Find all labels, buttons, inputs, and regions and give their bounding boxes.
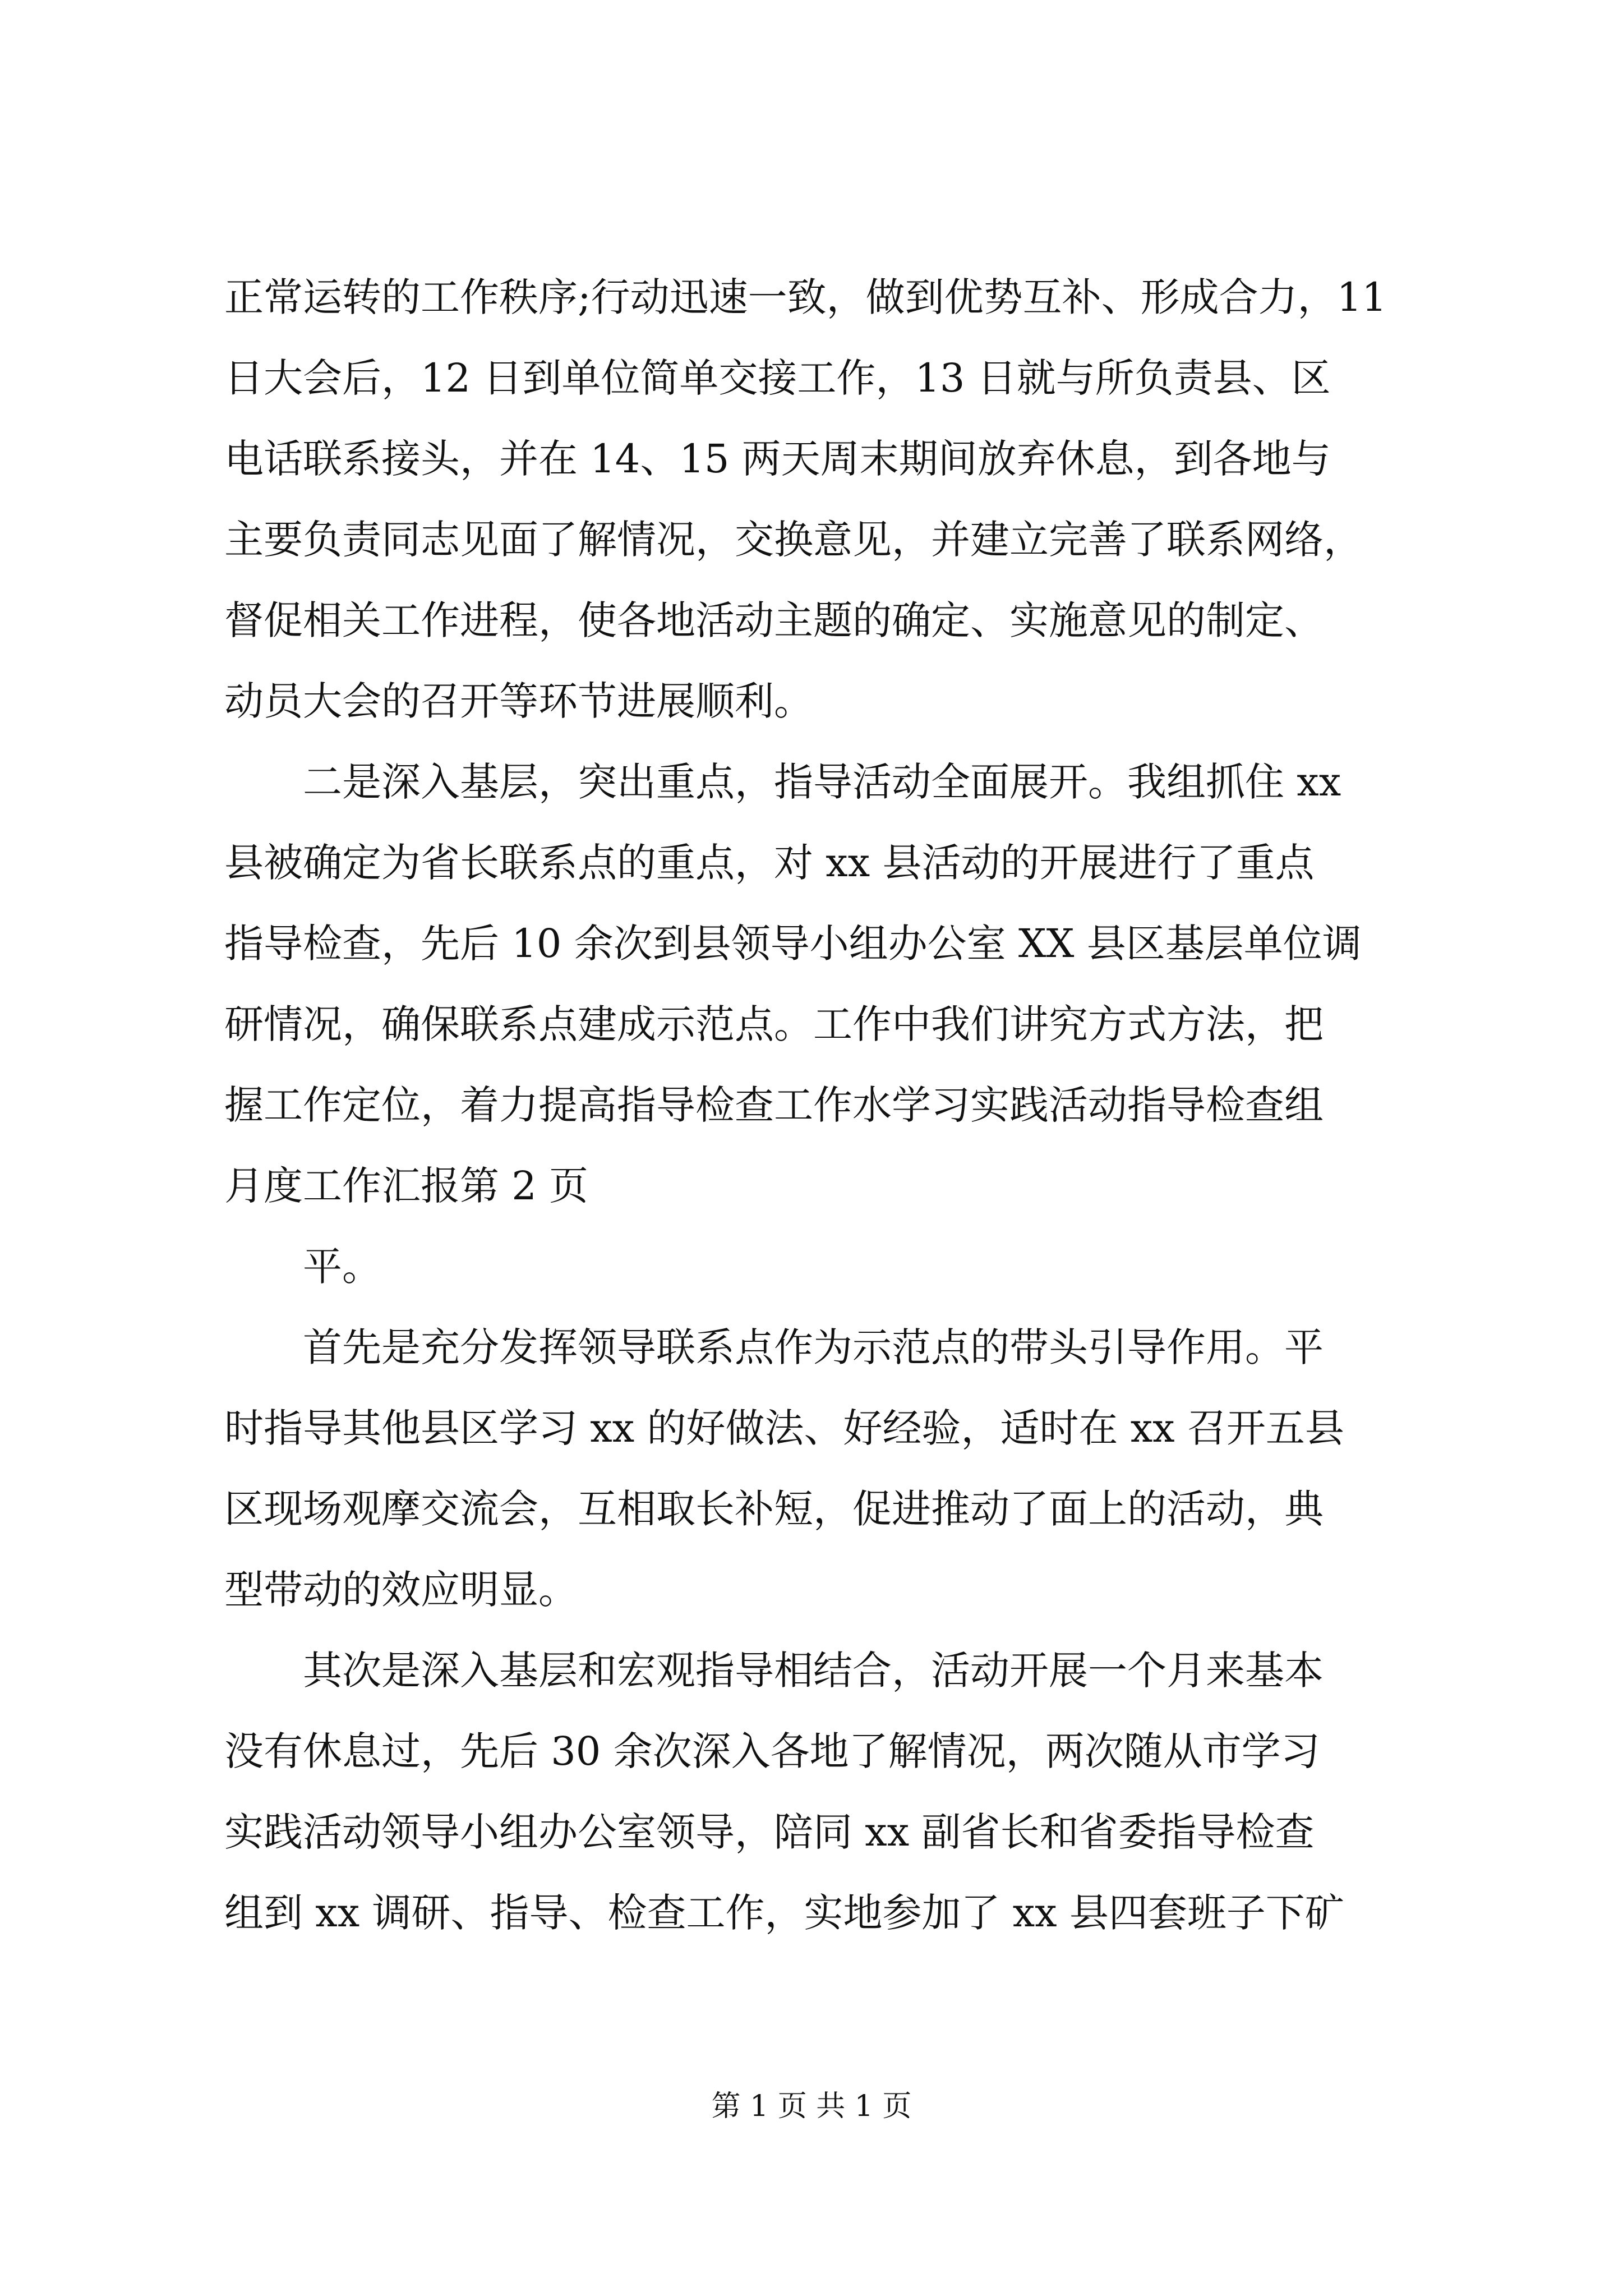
- paragraph-start-line: 首先是充分发挥领导联系点作为示范点的带头引导作用。平: [303, 1324, 1324, 1370]
- text-line: 电话联系接头，并在 14、15 两天周末期间放弃休息，到各地与: [224, 436, 1331, 482]
- page-footer: 第 1 页 共 1 页: [711, 2090, 912, 2123]
- text-line: 握工作定位，着力提高指导检查工作水学习实践活动指导检查组: [224, 1082, 1324, 1128]
- text-line: 督促相关工作进程，使各地活动主题的确定、实施意见的制定、: [224, 597, 1324, 643]
- paragraph-start-line: 平。: [303, 1244, 381, 1290]
- text-line: 正常运转的工作秩序;行动迅速一致，做到优势互补、形成合力，11: [224, 274, 1387, 320]
- text-line: 组到 xx 调研、指导、检查工作，实地参加了 xx 县四套班子下矿: [224, 1890, 1344, 1936]
- paragraph-start-line: 其次是深入基层和宏观指导相结合，活动开展一个月来基本: [303, 1648, 1324, 1694]
- text-line: 研情况，确保联系点建成示范点。工作中我们讲究方式方法，把: [224, 1001, 1324, 1047]
- text-line: 日大会后，12 日到单位简单交接工作，13 日就与所负责县、区: [224, 355, 1331, 401]
- text-line: 区现场观摩交流会，互相取长补短，促进推动了面上的活动，典: [224, 1486, 1324, 1532]
- text-line: 主要负责同志见面了解情况，交换意见，并建立完善了联系网络，: [224, 517, 1363, 563]
- text-line: 指导检查，先后 10 余次到县领导小组办公室 XX 县区基层单位调: [224, 921, 1362, 967]
- text-line: 时指导其他县区学习 xx 的好做法、好经验，适时在 xx 召开五县: [224, 1405, 1344, 1451]
- text-line: 县被确定为省长联系点的重点，对 xx 县活动的开展进行了重点: [224, 840, 1315, 886]
- document-body: [224, 257, 1430, 1953]
- text-line: 月度工作汇报第 2 页: [224, 1163, 589, 1209]
- text-line: 型带动的效应明显。: [224, 1567, 578, 1613]
- paragraph-start-line: 二是深入基层，突出重点，指导活动全面展开。我组抓住 xx: [303, 759, 1341, 805]
- text-line: 动员大会的召开等环节进展顺利。: [224, 678, 813, 724]
- text-line: 实践活动领导小组办公室领导，陪同 xx 副省长和省委指导检查: [224, 1809, 1315, 1855]
- text-line: 没有休息过，先后 30 余次深入各地了解情况，两次随从市学习: [224, 1728, 1320, 1774]
